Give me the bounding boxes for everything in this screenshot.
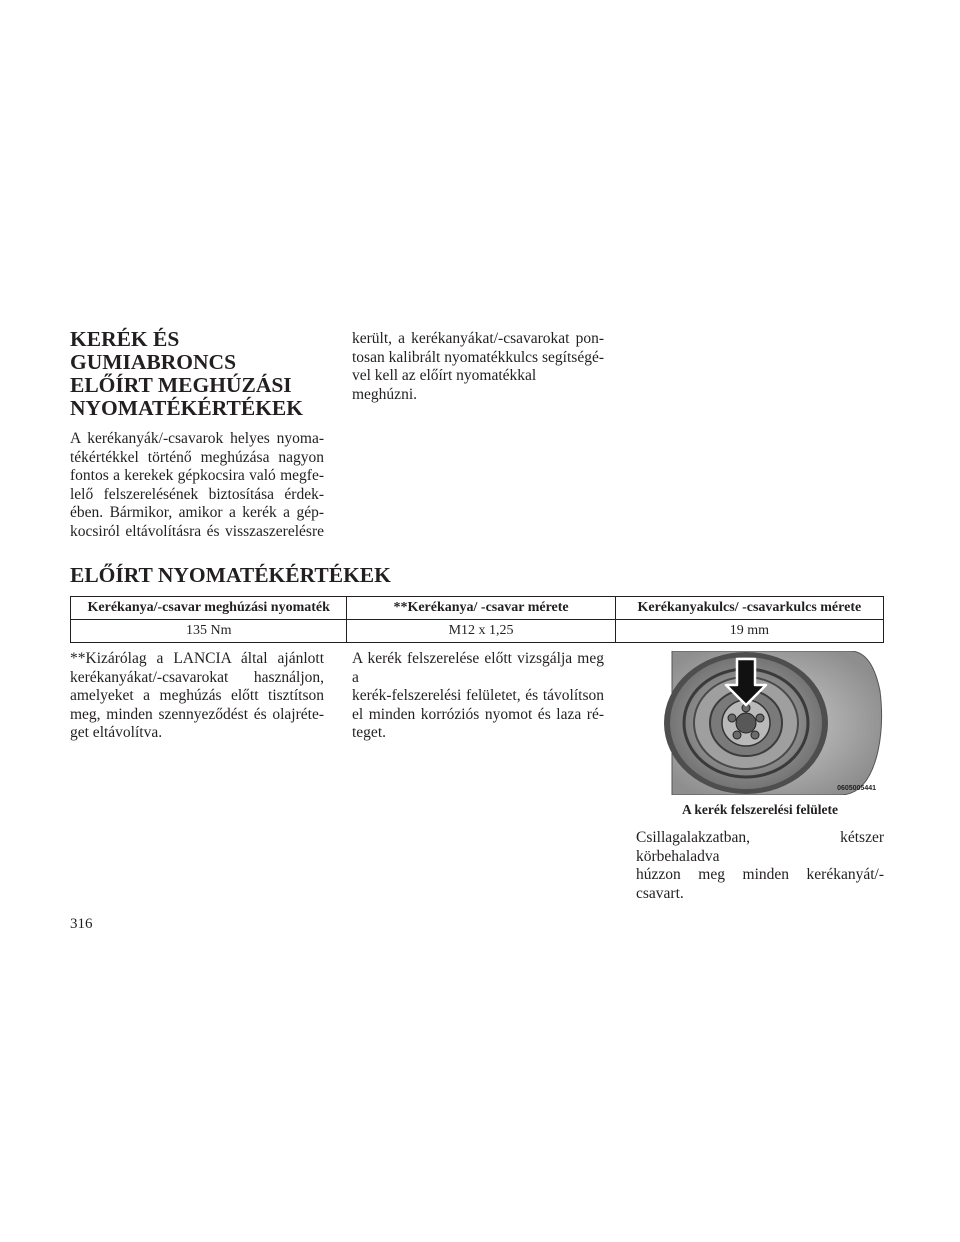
table-row bbox=[71, 620, 884, 643]
text-line: A kerék felszerelése előtt vizsgálja meg a bbox=[352, 650, 604, 686]
text-line: fontos a kerekek gépkocsira való megfe- bbox=[70, 467, 324, 485]
text-line: húzzon meg minden kerékanyát/- bbox=[636, 866, 884, 884]
text-line: csavart. bbox=[636, 884, 684, 902]
table-heading: ELŐÍRT NYOMATÉKÉRTÉKEK bbox=[70, 563, 391, 587]
text-line: teget. bbox=[352, 724, 386, 742]
text-line: lelő felszerelésének biztosítása érdek- bbox=[70, 485, 324, 503]
table-header-cell: **Kerékanya/ -csavar mérete bbox=[347, 597, 615, 620]
footnote-paragraph bbox=[70, 650, 324, 743]
text-line: meg, minden szennyeződést és olajréte- bbox=[70, 705, 324, 723]
text-line: vel kell az előírt nyomatékkal meghúzni. bbox=[352, 367, 537, 403]
text-line: A kerékanyák/-csavarok helyes nyoma- bbox=[70, 430, 324, 447]
intro-paragraph bbox=[70, 430, 324, 542]
text-line: Csillagalakzatban, kétszer körbehaladva bbox=[636, 829, 884, 865]
wheel-mounting-surface-figure bbox=[650, 651, 884, 795]
figure-code: 0605005441 bbox=[837, 785, 876, 792]
text-line: kocsiról eltávolításra és visszaszerelésre bbox=[70, 522, 324, 540]
text-line: tosan kalibrált nyomatékkulcs segítségé- bbox=[352, 348, 604, 366]
text-line: amelyeket a meghúzás előtt tisztítson bbox=[70, 687, 324, 705]
heading-line: ELŐÍRT MEGHÚZÁSI bbox=[70, 373, 292, 397]
table-cell: 19 mm bbox=[615, 620, 883, 643]
heading-line: KERÉK ÉS bbox=[70, 327, 180, 351]
text-line: kerékanyákat/-csavarokat használjon, bbox=[70, 668, 324, 686]
inspection-paragraph bbox=[352, 650, 604, 743]
page-number: 316 bbox=[70, 916, 93, 932]
figure-caption: A kerék felszerelési felülete bbox=[681, 802, 839, 817]
text-line: tékértékkel történő meghúzása nagyon bbox=[70, 448, 324, 466]
table-header-cell: Kerékanya/-csavar meghúzási nyomaték bbox=[71, 597, 347, 620]
intro-paragraph-continued bbox=[352, 330, 604, 404]
text-line: került, a kerékanyákat/-csavarokat pon- bbox=[352, 330, 604, 347]
table-cell: M12 x 1,25 bbox=[347, 620, 615, 643]
text-line: **Kizárólag a LANCIA által ajánlott bbox=[70, 650, 324, 667]
text-line: get eltávolítva. bbox=[70, 724, 163, 742]
star-pattern-paragraph bbox=[636, 829, 884, 903]
table-header-cell: Kerékanyakulcs/ -csavarkulcs mérete bbox=[615, 597, 883, 620]
wheel-hub-illustration bbox=[650, 651, 884, 795]
text-line: kerék-felszerelési felületet, és távolítson bbox=[352, 687, 604, 705]
section-heading bbox=[70, 328, 340, 420]
heading-line: GUMIABRONCS bbox=[70, 350, 237, 374]
text-line: el minden korróziós nyomot és laza ré- bbox=[352, 705, 604, 723]
torque-table bbox=[70, 596, 884, 643]
heading-line: NYOMATÉKÉRTÉKEK bbox=[70, 396, 303, 420]
table-cell: 135 Nm bbox=[71, 620, 347, 643]
table-header-row bbox=[71, 597, 884, 620]
text-line: ében. Bármikor, amikor a kerék a gép- bbox=[70, 504, 324, 522]
